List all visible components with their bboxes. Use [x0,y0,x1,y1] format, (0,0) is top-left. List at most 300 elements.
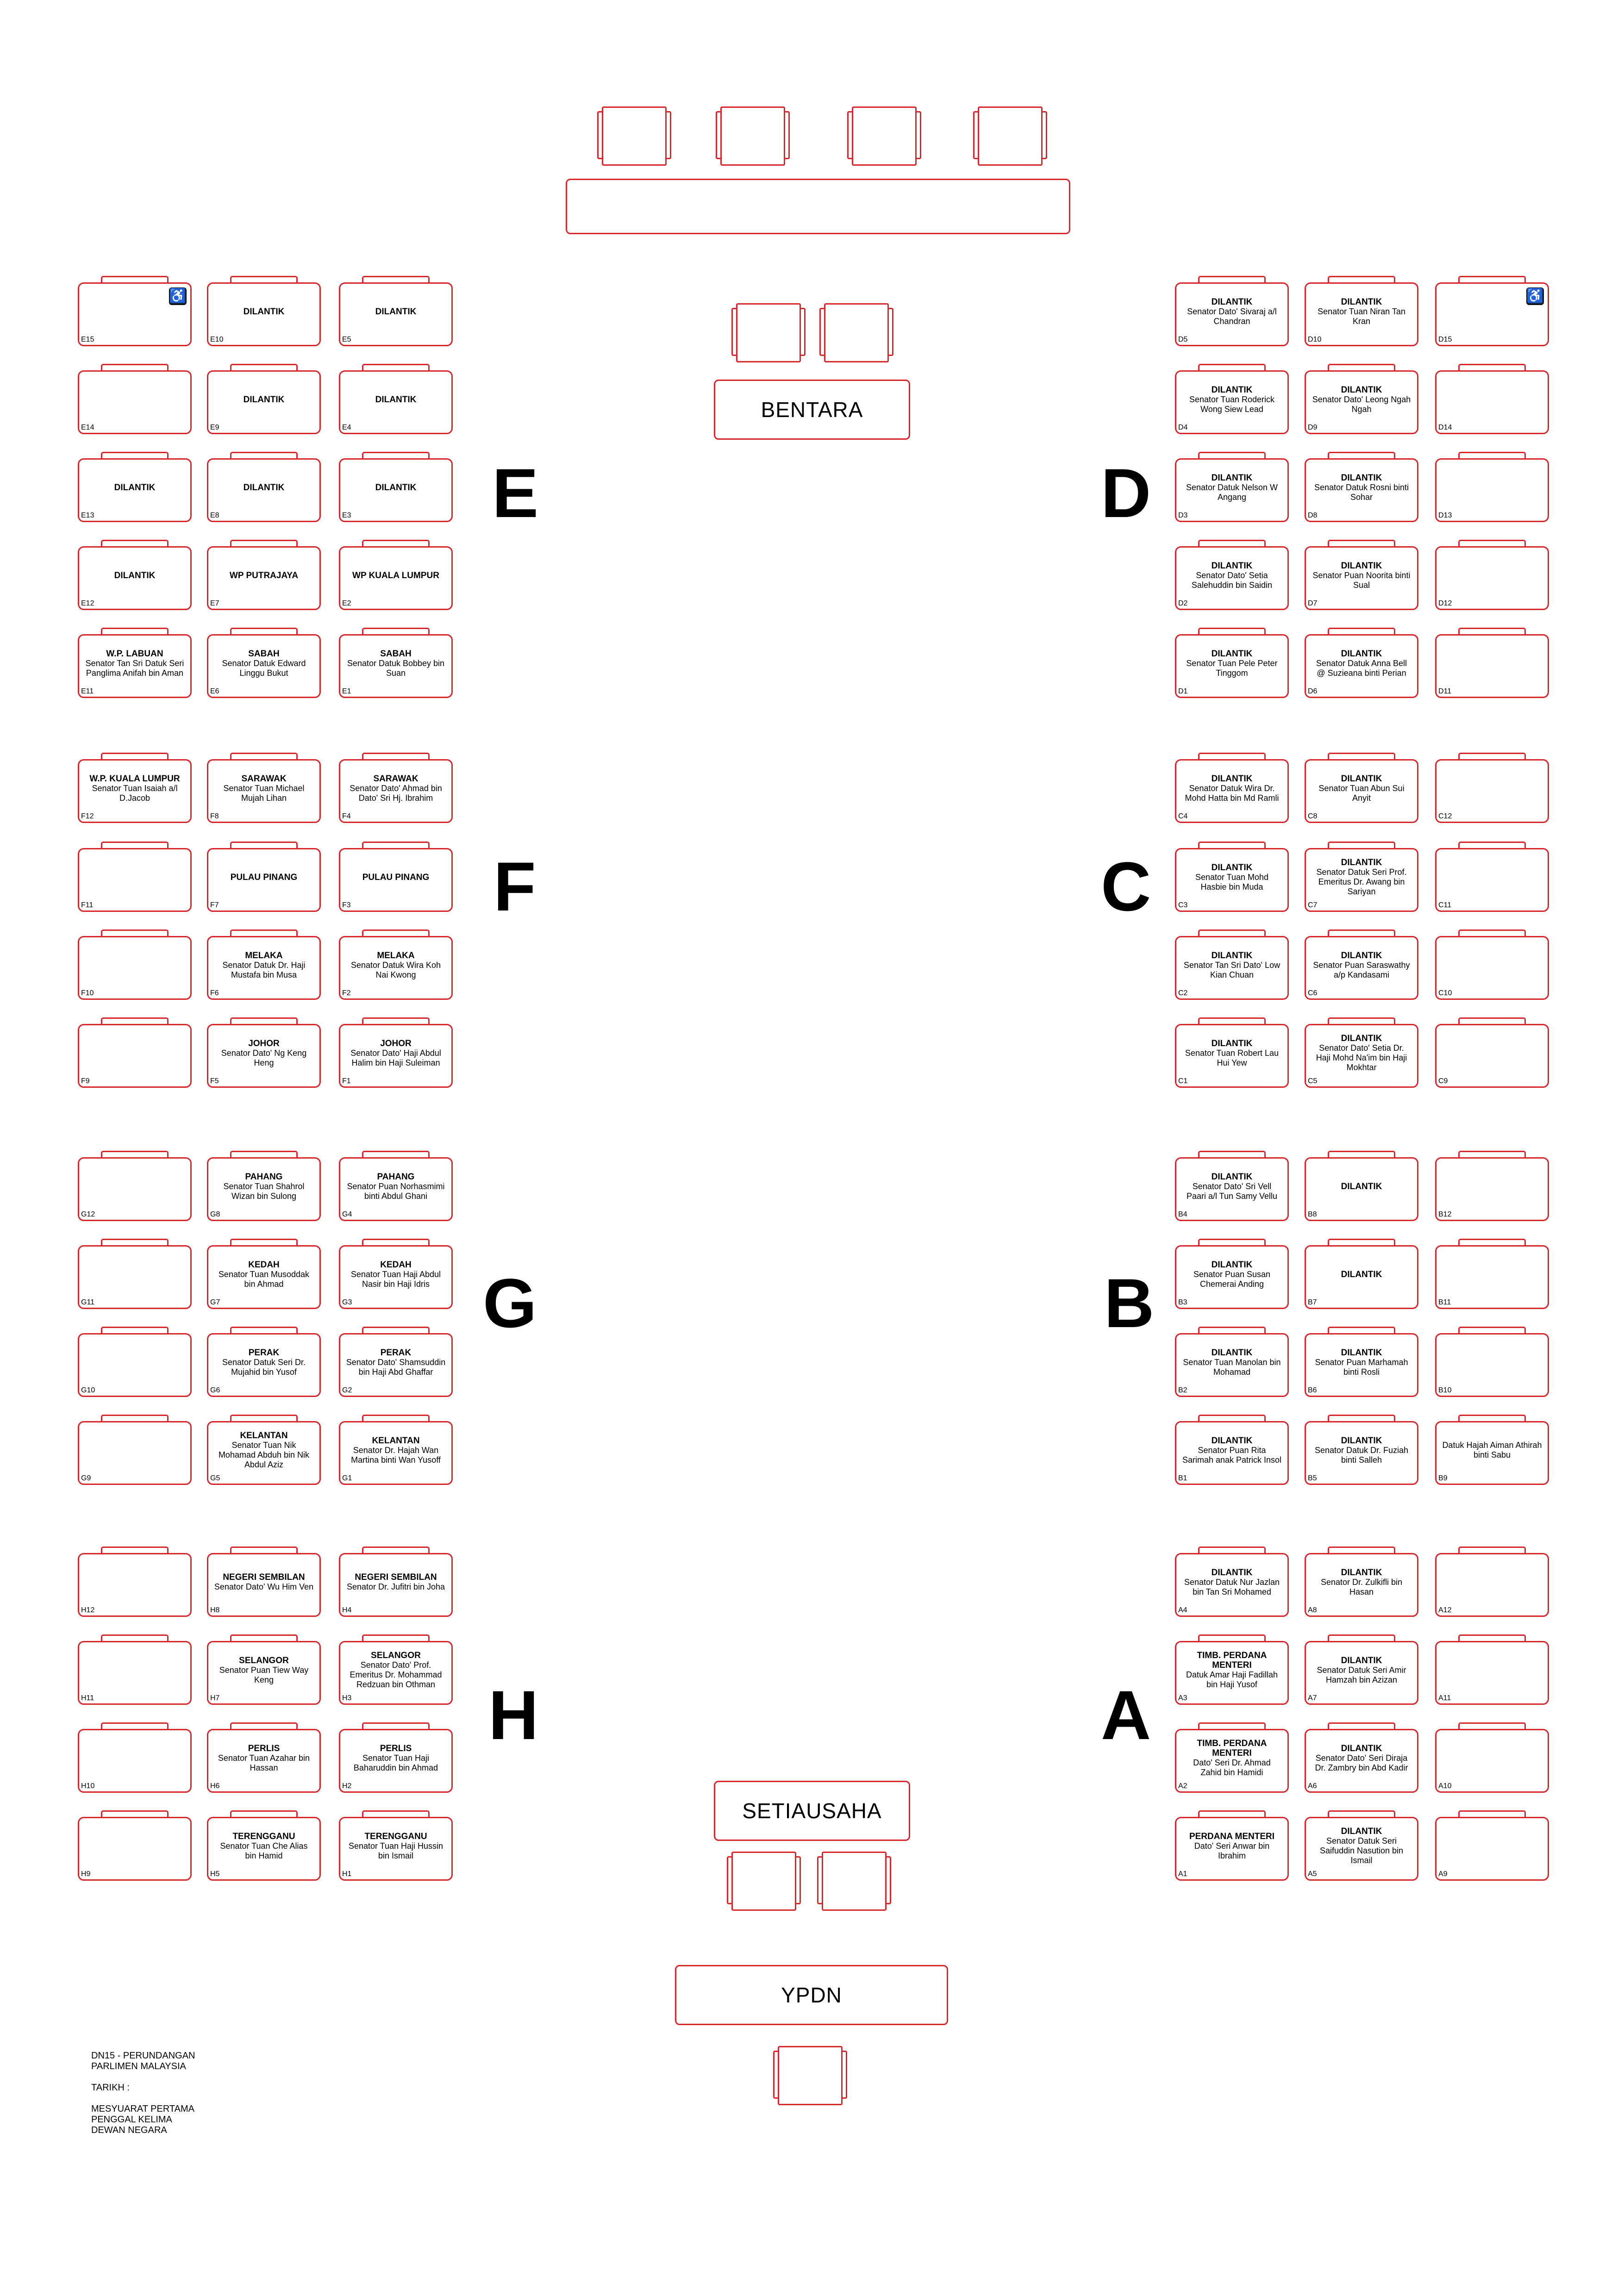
seat-b12[interactable] [1435,1157,1549,1221]
seat-desk [1435,1729,1549,1793]
seat-title: DILANTIK [375,482,417,493]
seat-member-name: Senator Tuan Niran Tan Kran [1318,306,1405,326]
seat-desk [78,546,192,610]
seat-d10[interactable] [1305,282,1418,346]
seat-title: DILANTIK [1211,1038,1253,1048]
seat-b7[interactable] [1305,1245,1418,1309]
seat-g12[interactable] [78,1157,192,1221]
block-letter-c: C [1101,848,1151,925]
seat-desk [207,282,321,346]
seat-f4[interactable] [339,759,453,823]
seat-e4[interactable] [339,370,453,434]
seat-desk [207,370,321,434]
seat-d6[interactable] [1305,634,1418,698]
seat-h8[interactable] [207,1553,321,1617]
seat-title: DILANTIK [1211,473,1253,483]
seat-f10[interactable] [78,936,192,1000]
seat-c2[interactable] [1175,936,1289,1000]
seat-g2[interactable] [339,1333,453,1397]
seat-h9[interactable] [78,1817,192,1881]
seat-code: E3 [342,511,351,519]
seat-title: DILANTIK [1341,950,1382,960]
seat-code: F3 [342,901,351,909]
seat-desk [207,1729,321,1793]
seat-f11[interactable] [78,848,192,912]
seat-e12[interactable] [78,546,192,610]
seat-e13[interactable] [78,458,192,522]
seat-title: DILANTIK [1211,649,1253,659]
seat-code: C11 [1438,901,1452,909]
seat-code: H11 [81,1694,94,1702]
seat-a12[interactable] [1435,1553,1549,1617]
seat-f9[interactable] [78,1024,192,1088]
seat-h5[interactable] [207,1817,321,1881]
seat-h12[interactable] [78,1553,192,1617]
seat-member-name: Senator Puan Norhasmimi binti Abdul Ghani [347,1181,445,1201]
seat-c8[interactable] [1305,759,1418,823]
seat-title: KEDAH [248,1260,280,1270]
seat-desk [1435,1333,1549,1397]
seat-title: KEDAH [380,1260,412,1270]
seat-d12[interactable] [1435,546,1549,610]
seat-h11[interactable] [78,1641,192,1705]
seat-code: C10 [1438,989,1452,997]
seat-e14[interactable] [78,370,192,434]
seat-d14[interactable] [1435,370,1549,434]
seat-d4[interactable] [1175,370,1289,434]
seat-desk [1305,282,1418,346]
seat-h2[interactable] [339,1729,453,1793]
seat-d3[interactable] [1175,458,1289,522]
ypdn-table [675,1965,948,2025]
seat-code: D12 [1438,599,1452,607]
seat-title: TERENGGANU [364,1831,427,1841]
footnote-line-1: DN15 - PERUNDANGAN [91,2051,195,2061]
seat-b9[interactable] [1435,1421,1549,1485]
seat-member-name: Senator Dato' Prof. Emeritus Dr. Mohammad Redzuan bin Othman [350,1660,442,1689]
seat-desk [78,1729,192,1793]
seat-title: DILANTIK [1211,1172,1253,1182]
seat-a2[interactable] [1175,1729,1289,1793]
seat-code: G10 [81,1386,95,1394]
block-letter-g: G [483,1264,537,1342]
seat-title: SARAWAK [373,773,418,784]
seat-code: B4 [1178,1210,1187,1218]
seat-desk [1435,370,1549,434]
seat-f3[interactable] [339,848,453,912]
chair-seat [731,1852,796,1911]
seat-title: NEGERI SEMBILAN [223,1572,305,1582]
seat-desk [207,634,321,698]
seat-title: W.P. KUALA LUMPUR [89,773,180,784]
seat-member-name: Senator Dato' Ahmad bin Dato' Sri Hj. Ibrahim [350,783,442,803]
seat-desk [207,1024,321,1088]
seat-member-name: Senator Dato' Shamsuddin bin Haji Abd Ghaffar [346,1357,446,1377]
seat-title: DILANTIK [1341,1655,1382,1665]
seat-g10[interactable] [78,1333,192,1397]
seat-member-name: Senator Datuk Seri Saifuddin Nasution bin Ismail [1319,1836,1404,1865]
seat-code: E13 [81,511,94,519]
seat-c4[interactable] [1175,759,1289,823]
seat-c6[interactable] [1305,936,1418,1000]
seat-code: F4 [342,812,351,820]
seat-title: DILANTIK [1211,385,1253,395]
chair-seat [822,1852,887,1911]
seat-desk [339,634,453,698]
seat-code: G11 [81,1298,95,1306]
seat-a10[interactable] [1435,1729,1549,1793]
seat-desk [1305,759,1418,823]
seat-desk [78,370,192,434]
block-letter-b: B [1104,1264,1155,1342]
seat-e15[interactable] [78,282,192,346]
seat-code: C3 [1178,901,1188,909]
seat-desk [1175,759,1289,823]
chair-seat [720,106,785,166]
seat-code: A6 [1308,1782,1317,1790]
seat-desk [339,1333,453,1397]
seat-desk [339,1157,453,1221]
seat-title: DILANTIK [1341,1181,1382,1191]
seat-e2[interactable] [339,546,453,610]
seat-c11[interactable] [1435,848,1549,912]
seat-desk [78,634,192,698]
seat-c10[interactable] [1435,936,1549,1000]
block-letter-d: D [1101,454,1151,532]
seat-desk [1175,546,1289,610]
seat-g6[interactable] [207,1333,321,1397]
seat-member-name: Senator Tuan Shahrol Wizan bin Sulong [223,1181,305,1201]
seat-code: B2 [1178,1386,1187,1394]
seat-desk [1175,458,1289,522]
seat-e8[interactable] [207,458,321,522]
seat-g4[interactable] [339,1157,453,1221]
seat-a1[interactable] [1175,1817,1289,1881]
seat-code: D7 [1308,599,1318,607]
seat-g7[interactable] [207,1245,321,1309]
setiausaha-chair-1 [731,1852,796,1911]
seat-member-name: Senator Puan Rita Sarimah anak Patrick Insol [1182,1445,1282,1465]
seat-desk [207,546,321,610]
seat-desk [1435,759,1549,823]
seat-d9[interactable] [1305,370,1418,434]
seat-g3[interactable] [339,1245,453,1309]
seat-title: PERLIS [248,1743,280,1753]
seat-code: H12 [81,1606,95,1614]
seat-code: H7 [210,1694,220,1702]
seat-code: D13 [1438,511,1452,519]
seat-code: C2 [1178,989,1188,997]
seat-desk [207,936,321,1000]
seat-e1[interactable] [339,634,453,698]
seat-b10[interactable] [1435,1333,1549,1397]
seat-f5[interactable] [207,1024,321,1088]
seat-member-name: Senator Tuan Isaiah a/l D.Jacob [92,783,178,803]
seat-code: B8 [1308,1210,1317,1218]
seat-code: B11 [1438,1298,1451,1306]
seat-title: SABAH [248,649,280,659]
seat-title: JOHOR [248,1038,280,1048]
seat-title: PAHANG [245,1172,283,1182]
seat-a7[interactable] [1305,1641,1418,1705]
seat-e3[interactable] [339,458,453,522]
seat-member-name: Senator Datuk Edward Linggu Bukut [222,658,306,678]
seat-member-name: Senator Tuan Manolan bin Mohamad [1183,1357,1281,1377]
seat-member-name: Senator Dato' Setia Dr. Haji Mohd Na'im bin Haji Mokhtar [1316,1043,1407,1072]
seat-member-name: Senator Puan Marhamah binti Rosli [1315,1357,1408,1377]
seat-code: E2 [342,599,351,607]
seat-title: PULAU PINANG [362,872,430,882]
seat-code: C7 [1308,901,1318,909]
seat-code: B6 [1308,1386,1317,1394]
seat-title: DILANTIK [1341,473,1382,483]
seat-desk [1175,1024,1289,1088]
seat-member-name: Dato' Seri Dr. Ahmad Zahid bin Hamidi [1193,1758,1271,1777]
seat-e9[interactable] [207,370,321,434]
seat-desk [1175,1817,1289,1881]
document-footnote [91,2051,195,2136]
seat-desk [207,1553,321,1617]
seat-desk [1435,1157,1549,1221]
seat-f2[interactable] [339,936,453,1000]
seat-e6[interactable] [207,634,321,698]
seat-code: F5 [210,1077,219,1085]
seat-title: TIMB. PERDANA MENTERI [1197,1651,1267,1670]
seat-code: A4 [1178,1606,1187,1614]
seat-code: C9 [1438,1077,1448,1085]
seat-desk [1435,936,1549,1000]
block-letter-h: H [488,1676,539,1754]
seat-desk [1435,1421,1549,1485]
seat-g8[interactable] [207,1157,321,1221]
seat-title: DILANTIK [1211,950,1253,960]
seat-desk [1305,370,1418,434]
seat-code: B12 [1438,1210,1452,1218]
seat-code: C8 [1308,812,1318,820]
seat-desk [207,848,321,912]
seat-member-name: Senator Dato' Ng Keng Heng [221,1048,307,1067]
seat-title: DILANTIK [1211,1347,1253,1358]
seat-g1[interactable] [339,1421,453,1485]
seat-h4[interactable] [339,1553,453,1617]
seat-desk [1305,1421,1418,1485]
presiding-chair-1 [602,106,667,166]
seat-b2[interactable] [1175,1333,1289,1397]
seat-member-name: Senator Datuk Anna Bell @ Suzieana binti Perian [1316,658,1407,678]
seat-member-name: Senator Dr. Zulkifli bin Hasan [1320,1577,1403,1597]
seat-b3[interactable] [1175,1245,1289,1309]
seat-title: DILANTIK [1341,385,1382,395]
seat-title: KELANTAN [240,1431,288,1441]
bentara-table [714,380,910,440]
seat-member-name: Senator Tuan Abun Sui Anyit [1318,783,1405,803]
seat-title: DILANTIK [1211,1260,1253,1270]
seat-desk [1175,1641,1289,1705]
seat-desk [339,1421,453,1485]
seat-desk [1305,1729,1418,1793]
seat-desk [1435,634,1549,698]
seat-desk [78,1157,192,1221]
seat-code: G1 [342,1474,352,1482]
seat-code: A1 [1178,1870,1187,1878]
seat-h7[interactable] [207,1641,321,1705]
seat-title: DILANTIK [114,570,156,580]
wheelchair-icon: ♿ [1526,287,1544,305]
seat-code: E12 [81,599,94,607]
seat-code: G2 [342,1386,352,1394]
seat-desk [1175,1421,1289,1485]
seat-code: C12 [1438,812,1452,820]
seat-member-name: Senator Datuk Nelson W Angang [1186,482,1278,502]
seat-desk [207,1641,321,1705]
seat-e11[interactable] [78,634,192,698]
seat-d13[interactable] [1435,458,1549,522]
seat-title: DILANTIK [1341,561,1382,571]
seat-code: D11 [1438,687,1452,695]
seat-h10[interactable] [78,1729,192,1793]
seat-member-name: Senator Datuk Wira Koh Nai Kwong [350,960,441,979]
seat-title: SELANGOR [239,1655,289,1665]
seat-title: PERAK [380,1347,412,1358]
seat-f1[interactable] [339,1024,453,1088]
seat-g5[interactable] [207,1421,321,1485]
seat-title: DILANTIK [1341,297,1382,307]
seat-desk [339,1553,453,1617]
seat-b6[interactable] [1305,1333,1418,1397]
seat-b5[interactable] [1305,1421,1418,1485]
seat-a6[interactable] [1305,1729,1418,1793]
seat-c7[interactable] [1305,848,1418,912]
presiding-chair-3 [852,106,917,166]
seat-h1[interactable] [339,1817,453,1881]
seat-code: E1 [342,687,351,695]
seat-d11[interactable] [1435,634,1549,698]
seat-a4[interactable] [1175,1553,1289,1617]
seat-code: D15 [1438,336,1452,343]
chair-seat [824,303,889,362]
presiding-table [566,179,1070,234]
chair-seat [736,303,801,362]
seat-f12[interactable] [78,759,192,823]
seat-desk [1305,1333,1418,1397]
seat-desk [1305,1641,1418,1705]
seat-e5[interactable] [339,282,453,346]
seat-d5[interactable] [1175,282,1289,346]
seat-d2[interactable] [1175,546,1289,610]
seat-a3[interactable] [1175,1641,1289,1705]
seat-h3[interactable] [339,1641,453,1705]
seat-code: E9 [210,424,219,431]
seat-title: PERAK [248,1347,280,1358]
seat-title: PERDANA MENTERI [1189,1831,1275,1841]
seat-h6[interactable] [207,1729,321,1793]
seat-desk [339,282,453,346]
seat-code: C5 [1308,1077,1318,1085]
seat-d7[interactable] [1305,546,1418,610]
seat-code: H6 [210,1782,220,1790]
seat-code: E7 [210,599,219,607]
seat-desk [1435,282,1549,346]
seat-member-name: Senator Tuan Che Alias bin Hamid [220,1841,308,1860]
seat-f8[interactable] [207,759,321,823]
seat-f7[interactable] [207,848,321,912]
seat-d1[interactable] [1175,634,1289,698]
seat-code: F6 [210,989,219,997]
seat-member-name: Senator Dr. Jufitri bin Joha [346,1582,445,1591]
seat-title: DILANTIK [1341,773,1382,784]
seat-g9[interactable] [78,1421,192,1485]
seat-member-name: Senator Datuk Seri Prof. Emeritus Dr. Awang bin Sariyan [1316,867,1407,896]
seat-code: F8 [210,812,219,820]
seat-code: C6 [1308,989,1318,997]
seat-title: DILANTIK [1341,649,1382,659]
seat-title: JOHOR [380,1038,412,1048]
seat-desk [1435,1641,1549,1705]
seat-code: F1 [342,1077,351,1085]
seat-desk [78,1641,192,1705]
seat-c5[interactable] [1305,1024,1418,1088]
seat-c3[interactable] [1175,848,1289,912]
seat-code: H1 [342,1870,352,1878]
setiausaha-table-label: SETIAUSAHA [742,1799,882,1823]
seat-a8[interactable] [1305,1553,1418,1617]
seat-e10[interactable] [207,282,321,346]
seat-member-name: Senator Tuan Haji Hussin bin Ismail [348,1841,443,1860]
seat-title: DILANTIK [1341,1743,1382,1753]
seat-b11[interactable] [1435,1245,1549,1309]
seat-desk [1175,848,1289,912]
seat-title: NEGERI SEMBILAN [355,1572,437,1582]
seat-c12[interactable] [1435,759,1549,823]
seat-member-name: Senator Dato' Seri Diraja Dr. Zambry bin Abd Kadir [1315,1753,1408,1772]
seat-code: E5 [342,336,351,343]
seat-c1[interactable] [1175,1024,1289,1088]
wheelchair-icon: ♿ [169,287,187,305]
bentara-chair-2 [824,303,889,362]
seat-g11[interactable] [78,1245,192,1309]
seat-desk [1305,634,1418,698]
seat-member-name: Senator Tuan Musoddak bin Ahmad [218,1269,310,1289]
seat-desk [339,370,453,434]
seat-title: DILANTIK [243,394,285,405]
seat-a9[interactable] [1435,1817,1549,1881]
seat-d15[interactable] [1435,282,1549,346]
seat-code: D3 [1178,511,1188,519]
seat-member-name: Senator Datuk Dr. Haji Mustafa bin Musa [222,960,306,979]
seat-e7[interactable] [207,546,321,610]
seat-title: DILANTIK [1211,862,1253,873]
seat-d8[interactable] [1305,458,1418,522]
seat-b8[interactable] [1305,1157,1418,1221]
seat-member-name: Senator Dr. Hajah Wan Martina binti Wan Yusoff [351,1445,441,1465]
seat-member-name: Datuk Hajah Aiman Athirah binti Sabu [1442,1441,1542,1459]
seat-desk [339,1729,453,1793]
seat-a5[interactable] [1305,1817,1418,1881]
seat-a11[interactable] [1435,1641,1549,1705]
seat-desk [1175,1157,1289,1221]
seat-code: E15 [81,336,94,343]
seat-code: F10 [81,989,94,997]
seat-desk [1305,1024,1418,1088]
seat-f6[interactable] [207,936,321,1000]
seat-b4[interactable] [1175,1157,1289,1221]
seat-member-name: Senator Tuan Haji Baharuddin bin Ahmad [353,1753,438,1772]
seat-member-name: Senator Datuk Rosni binti Sohar [1314,482,1409,502]
seat-b1[interactable] [1175,1421,1289,1485]
seat-c9[interactable] [1435,1024,1549,1088]
seat-desk [1435,1245,1549,1309]
seat-code: G5 [210,1474,220,1482]
